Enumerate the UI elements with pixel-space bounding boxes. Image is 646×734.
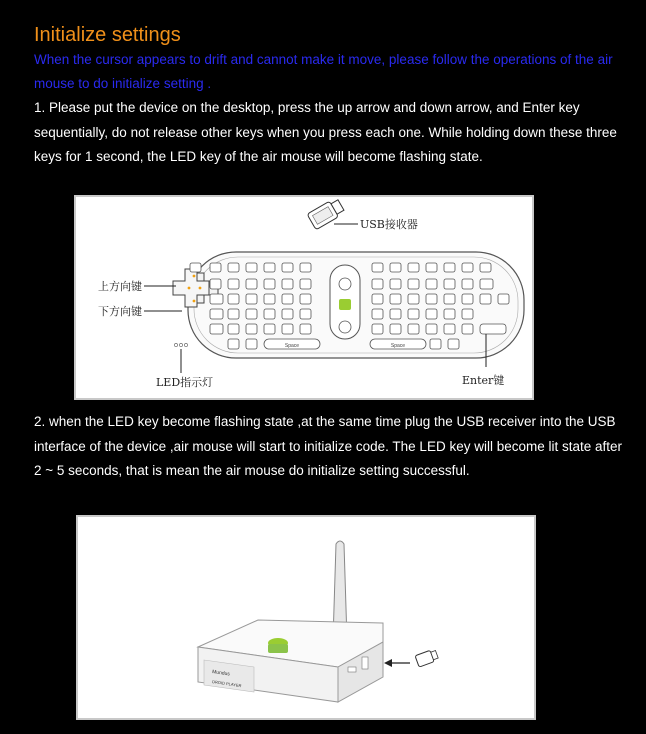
led-indicator-label: LED指示灯 bbox=[156, 376, 214, 389]
center-pad bbox=[330, 265, 360, 339]
usb-receiver-icon bbox=[307, 197, 345, 230]
keyboard-illustration bbox=[76, 197, 532, 398]
space-left-label: Space bbox=[284, 343, 300, 349]
usb-receiver-label: USB接收器 bbox=[360, 218, 418, 231]
media-player-figure bbox=[76, 515, 536, 720]
brand-label: Mundus bbox=[211, 669, 231, 678]
usb-port bbox=[362, 657, 368, 669]
android-logo-icon bbox=[268, 638, 288, 653]
up-key-label: 上方向键 bbox=[98, 280, 142, 293]
enter-key-label: Enter键 bbox=[462, 374, 505, 387]
down-key-label: 下方向键 bbox=[98, 305, 142, 318]
space-right-label: Space bbox=[390, 343, 406, 349]
page-title: Initialize settings bbox=[34, 24, 181, 46]
air-mouse-keyboard-figure bbox=[74, 195, 534, 400]
usb-dongle-icon bbox=[415, 649, 439, 667]
led-indicator-icon bbox=[174, 343, 187, 346]
drift-warning-text: When the cursor appears to drift and cannot make it move, please follow the operations of the air mouse to do initialize setting . bbox=[34, 52, 613, 91]
model-label: DROID PLAYER bbox=[211, 679, 242, 689]
step-2-text: 2. when the LED key become flashing state ,at the same time plug the USB receiver into the USB interface of the device ,air mouse will start to initialize code. The LED key will become lit state after 2 ~ 5 seconds, that is mean the air mouse do initialize setting successful. bbox=[34, 414, 623, 478]
step-1-text: 1. Please put the device on the desktop, press the up arrow and down arrow, and Enter key sequentially, do not release other keys when you press each one. While holding down these three keys for 1 second, the LED key of the air mouse will become flashing state. bbox=[34, 100, 617, 164]
media-player-illustration bbox=[78, 517, 534, 718]
